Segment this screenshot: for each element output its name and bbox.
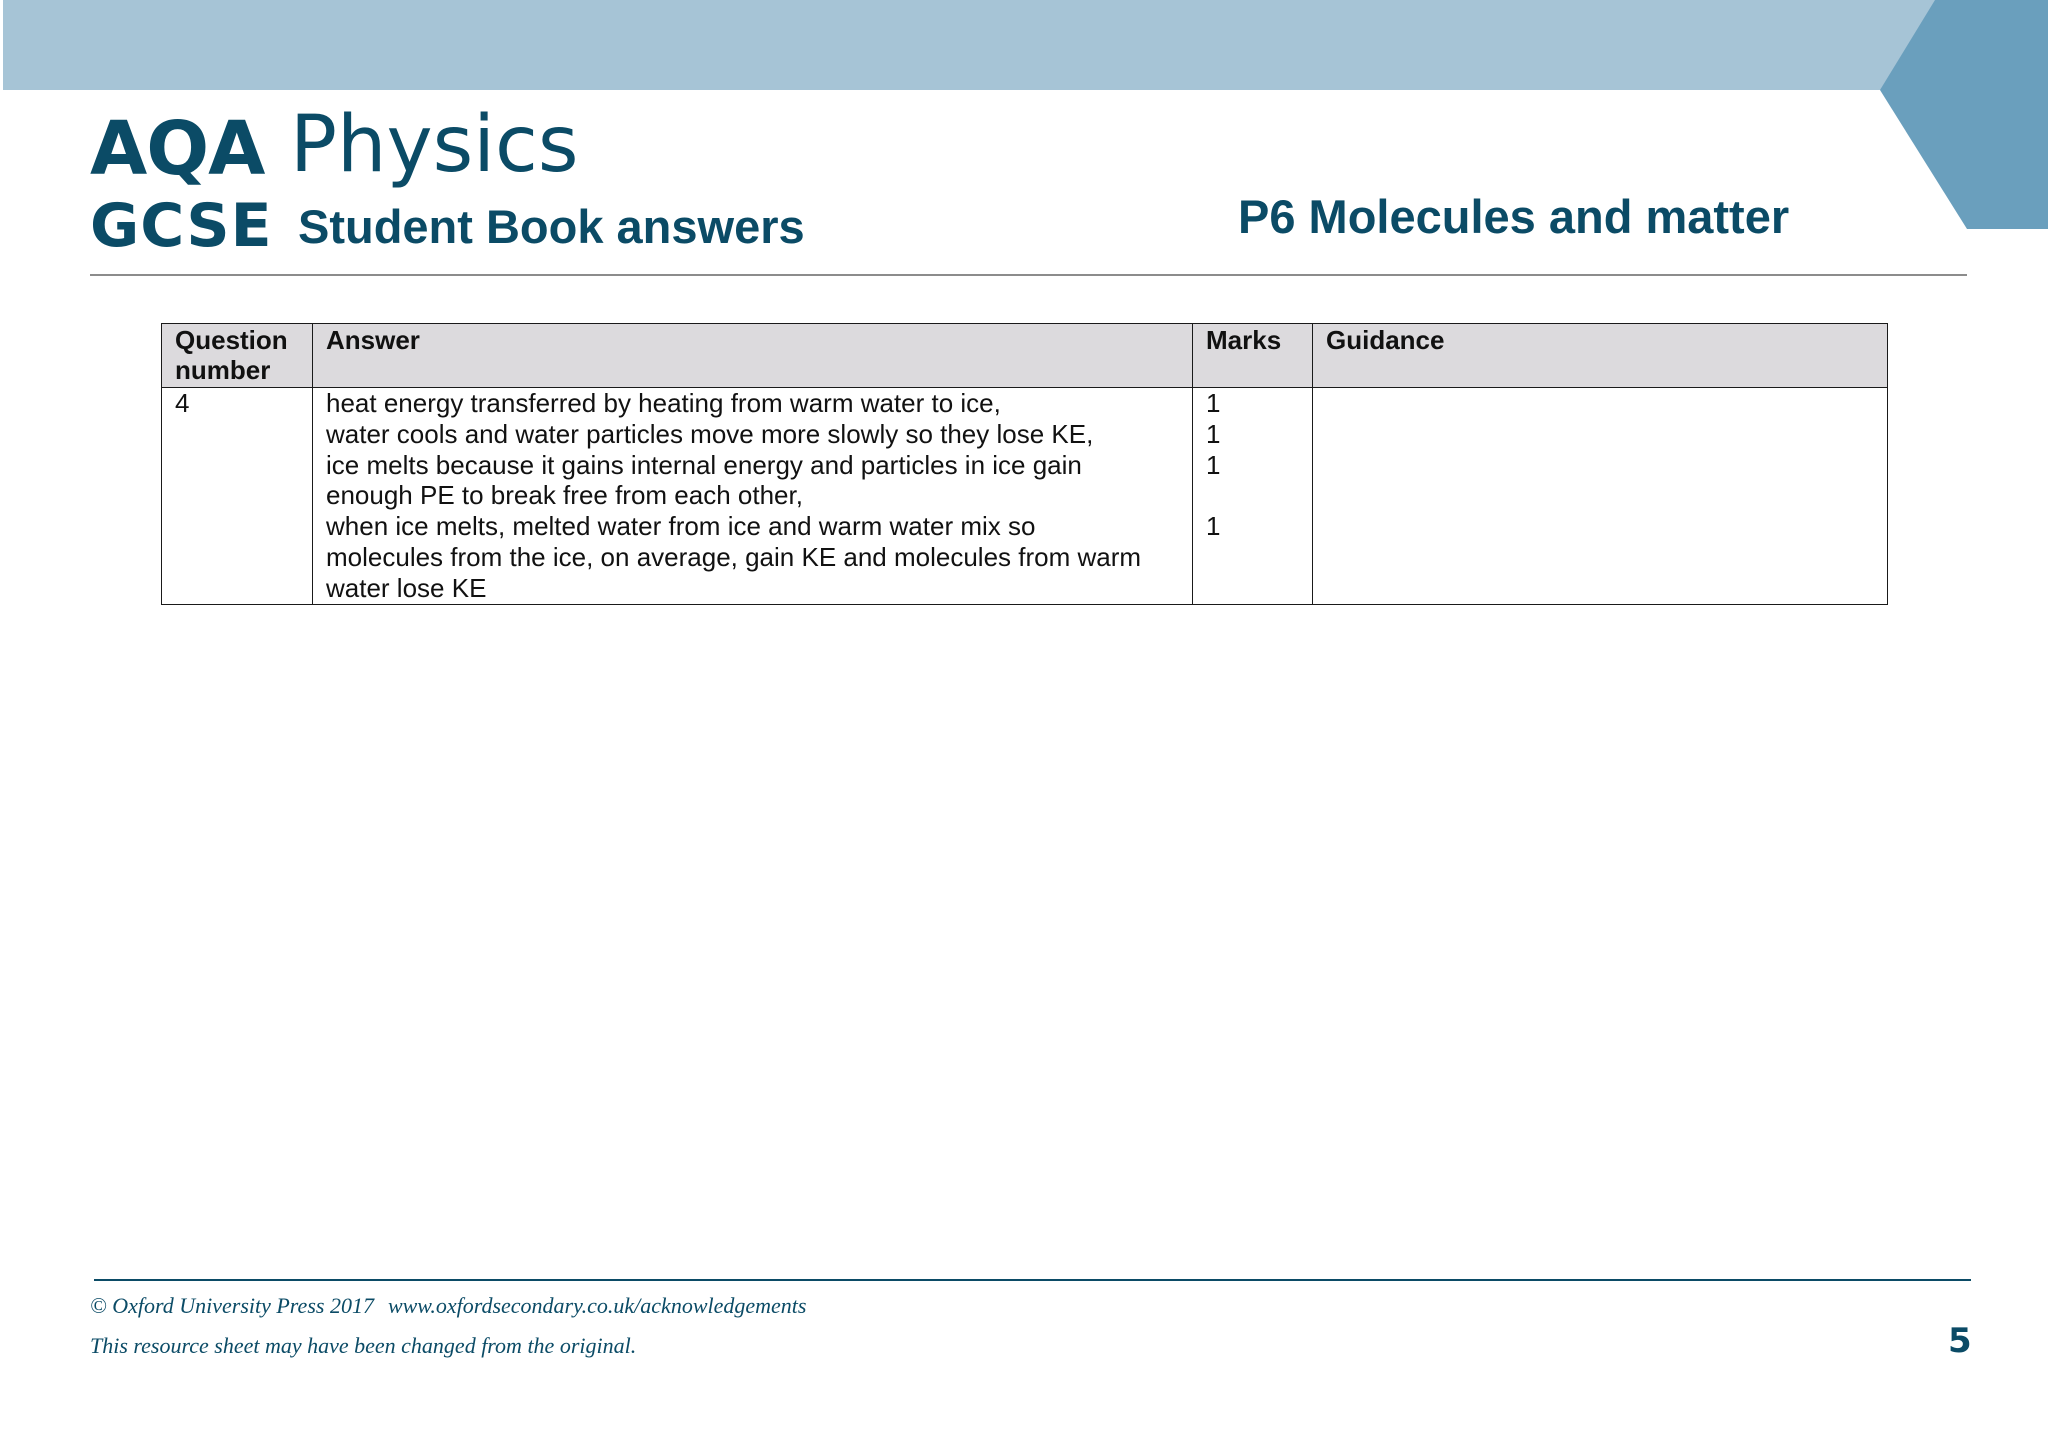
header-question-line-2: number bbox=[175, 355, 271, 385]
copyright-text: © Oxford University Press 2017 bbox=[90, 1293, 374, 1318]
page-number: 5 bbox=[1948, 1321, 1972, 1361]
cell-answer bbox=[313, 388, 1193, 605]
answer-line: ice melts because it gains internal energy and particles in ice gain bbox=[326, 449, 1082, 480]
cell-guidance bbox=[1313, 388, 1888, 605]
header-question-line-1: Question bbox=[175, 325, 288, 355]
answer-line: heat energy transferred by heating from warm water to ice, bbox=[326, 388, 1001, 418]
mark-value: 1 bbox=[1206, 418, 1221, 449]
footer-divider bbox=[94, 1279, 1971, 1281]
book-subtitle: Student Book answers bbox=[298, 200, 805, 253]
logo-gcse: GCSE bbox=[90, 191, 273, 261]
cell-question-number: 4 bbox=[162, 388, 313, 605]
table-row bbox=[162, 388, 1888, 605]
header-divider bbox=[90, 274, 1967, 276]
mark-value: 1 bbox=[1206, 388, 1221, 418]
cell-marks bbox=[1193, 388, 1313, 605]
header-marks: Marks bbox=[1193, 324, 1313, 388]
header-guidance: Guidance bbox=[1313, 324, 1888, 388]
chapter-title: P6 Molecules and matter bbox=[1238, 190, 1790, 243]
answer-line: molecules from the ice, on average, gain KE and molecules from warm bbox=[326, 541, 1142, 572]
footer-disclaimer: This resource sheet may have been changed from the original. bbox=[90, 1333, 637, 1358]
answer-line: water lose KE bbox=[326, 572, 487, 603]
answer-line: enough PE to break free from each other, bbox=[326, 480, 803, 511]
logo-subject: Physics bbox=[290, 100, 579, 190]
mark-value: 1 bbox=[1206, 511, 1221, 542]
mark-spacer bbox=[1206, 480, 1299, 511]
table-header-row bbox=[162, 324, 1888, 388]
header-question-number bbox=[162, 324, 313, 388]
answer-line: water cools and water particles move more slowly so they lose KE, bbox=[326, 418, 1094, 449]
header-answer: Answer bbox=[313, 324, 1193, 388]
answer-line: when ice melts, melted water from ice and warm water mix so bbox=[326, 511, 1036, 542]
acknowledgements-url: www.oxfordsecondary.co.uk/acknowledgements bbox=[387, 1293, 807, 1318]
logo-aqa: AQA bbox=[90, 106, 265, 192]
answers-table bbox=[161, 323, 1888, 605]
footer-credits bbox=[90, 1293, 806, 1319]
mark-value: 1 bbox=[1206, 449, 1221, 480]
